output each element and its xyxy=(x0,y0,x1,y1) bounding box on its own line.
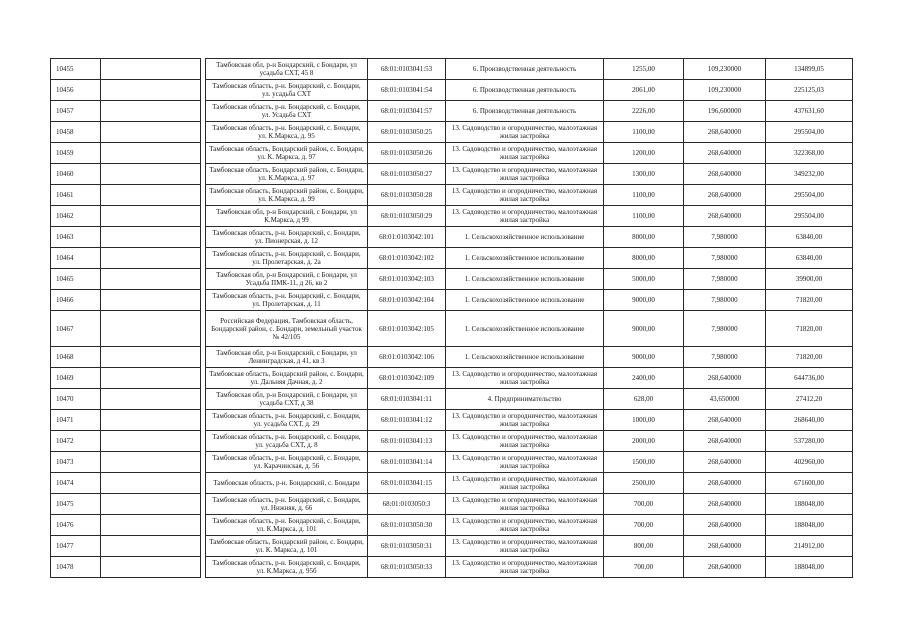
cadastral-value-cell: 295504,00 xyxy=(766,185,853,206)
land-use-cell: 13. Садоводство и огородничество, малоэтажная жилая застройка xyxy=(446,515,604,536)
cadastral-number-cell: 68:01:0103041:12 xyxy=(368,410,446,431)
address-cell: Тамбовская область, Бондарский район, с. Бондари, ул. К.Маркса, д. 99 xyxy=(206,185,368,206)
cadastral-number-cell: 68:01:0103050:29 xyxy=(368,206,446,227)
area-cell: 1300,00 xyxy=(604,164,684,185)
cadastral-number-cell: 68:01:0103042:101 xyxy=(368,227,446,248)
row-number-cell: 10474 xyxy=(51,473,101,494)
address-cell: Тамбовская область, р-н. Бондарский, с. Бондари, ул. К.Маркса, д. 95б xyxy=(206,557,368,578)
table-row xyxy=(51,368,853,389)
cadastral-value-cell: 437631,60 xyxy=(766,101,853,122)
area-cell: 2000,00 xyxy=(604,431,684,452)
cadastral-value-cell: 63840,00 xyxy=(766,248,853,269)
cadastral-number-cell: 68:01:0103050:28 xyxy=(368,185,446,206)
specific-value-cell: 268,640000 xyxy=(684,431,766,452)
empty-cell xyxy=(101,410,201,431)
land-use-cell: 13. Садоводство и огородничество, малоэтажная жилая застройка xyxy=(446,164,604,185)
cadastral-value-cell: 322368,00 xyxy=(766,143,853,164)
land-use-cell: 13. Садоводство и огородничество, малоэтажная жилая застройка xyxy=(446,206,604,227)
cadastral-value-cell: 39900,00 xyxy=(766,269,853,290)
cadastral-value-cell: 71820,00 xyxy=(766,290,853,311)
row-number-cell: 10468 xyxy=(51,347,101,368)
address-cell: Тамбовская область, р-н. Бондарский, с. Бондари, ул. усадьба СХТ, д. 29 xyxy=(206,410,368,431)
cadastral-value-cell: 349232,00 xyxy=(766,164,853,185)
row-number-cell: 10456 xyxy=(51,80,101,101)
table-row xyxy=(51,452,853,473)
table-row xyxy=(51,164,853,185)
table-row xyxy=(51,290,853,311)
land-use-cell: 13. Садоводство и огородничество, малоэтажная жилая застройка xyxy=(446,494,604,515)
cadastral-value-cell: 71820,00 xyxy=(766,311,853,347)
row-number-cell: 10467 xyxy=(51,311,101,347)
row-number-cell: 10471 xyxy=(51,410,101,431)
area-cell: 1200,00 xyxy=(604,143,684,164)
area-cell: 8000,00 xyxy=(604,248,684,269)
cadastral-number-cell: 68:01:0103041:53 xyxy=(368,59,446,80)
specific-value-cell: 7,980000 xyxy=(684,269,766,290)
table-row xyxy=(51,101,853,122)
cadastral-number-cell: 68:01:0103041:11 xyxy=(368,389,446,410)
specific-value-cell: 268,640000 xyxy=(684,536,766,557)
land-use-cell: 6. Производственная деятельность xyxy=(446,80,604,101)
address-cell: Тамбовская область, р-н. Бондарский, с. Бондари, ул. Пионерская, д. 12 xyxy=(206,227,368,248)
land-use-cell: 13. Садоводство и огородничество, малоэтажная жилая застройка xyxy=(446,122,604,143)
land-use-cell: 4. Предпринимательство xyxy=(446,389,604,410)
cadastral-value-cell: 225125,03 xyxy=(766,80,853,101)
cadastral-number-cell: 68:01:0103050:31 xyxy=(368,536,446,557)
row-number-cell: 10478 xyxy=(51,557,101,578)
land-use-cell: 1. Сельскохозяйственное использование xyxy=(446,290,604,311)
address-cell: Тамбовская область, р-н. Бондарский, с. Бондари, ул. К.Маркса, д. 101 xyxy=(206,515,368,536)
table-row xyxy=(51,122,853,143)
cadastral-number-cell: 68:01:0103050:30 xyxy=(368,515,446,536)
area-cell: 9000,00 xyxy=(604,347,684,368)
area-cell: 700,00 xyxy=(604,515,684,536)
table-row xyxy=(51,536,853,557)
land-use-cell: 13. Садоводство и огородничество, малоэтажная жилая застройка xyxy=(446,368,604,389)
area-cell: 2061,00 xyxy=(604,80,684,101)
table-row xyxy=(51,269,853,290)
table-row xyxy=(51,80,853,101)
cadastral-value-cell: 268640,00 xyxy=(766,410,853,431)
row-number-cell: 10459 xyxy=(51,143,101,164)
cadastral-number-cell: 68:01:0103042:105 xyxy=(368,311,446,347)
area-cell: 628,00 xyxy=(604,389,684,410)
cadastral-number-cell: 68:01:0103042:103 xyxy=(368,269,446,290)
cadastral-number-cell: 68:01:0103041:14 xyxy=(368,452,446,473)
address-cell: Тамбовская область, Бондарский район, с. Бондари, ул. К. Маркса, д. 97 xyxy=(206,143,368,164)
address-cell: Тамбовская область, р-н. Бондарский, с. Бондари, ул. Усадьба СХТ xyxy=(206,101,368,122)
cadastral-value-cell: 402960,00 xyxy=(766,452,853,473)
area-cell: 5000,00 xyxy=(604,269,684,290)
table-row xyxy=(51,515,853,536)
area-cell: 2226,00 xyxy=(604,101,684,122)
area-cell: 1500,00 xyxy=(604,452,684,473)
area-cell: 1100,00 xyxy=(604,185,684,206)
cadastral-number-cell: 68:01:0103042:109 xyxy=(368,368,446,389)
specific-value-cell: 268,640000 xyxy=(684,473,766,494)
empty-cell xyxy=(101,473,201,494)
cadastral-number-cell: 68:01:0103050:3 xyxy=(368,494,446,515)
row-number-cell: 10476 xyxy=(51,515,101,536)
row-number-cell: 10472 xyxy=(51,431,101,452)
cadastral-number-cell: 68:01:0103042:106 xyxy=(368,347,446,368)
specific-value-cell: 7,980000 xyxy=(684,347,766,368)
row-number-cell: 10473 xyxy=(51,452,101,473)
empty-cell xyxy=(101,269,201,290)
table-row xyxy=(51,494,853,515)
empty-cell xyxy=(101,347,201,368)
cadastral-number-cell: 68:01:0103041:15 xyxy=(368,473,446,494)
empty-cell xyxy=(101,368,201,389)
table-row xyxy=(51,185,853,206)
cadastral-value-cell: 537280,00 xyxy=(766,431,853,452)
cadastral-value-cell: 214912,00 xyxy=(766,536,853,557)
table-body xyxy=(51,59,853,578)
specific-value-cell: 7,980000 xyxy=(684,290,766,311)
land-use-cell: 13. Садоводство и огородничество, малоэтажная жилая застройка xyxy=(446,431,604,452)
cadastral-number-cell: 68:01:0103042:102 xyxy=(368,248,446,269)
address-cell: Тамбовская область, р-н. Бондарский, с. Бондари, ул. Пролетарская, д. 2а xyxy=(206,248,368,269)
land-use-cell: 13. Садоводство и огородничество, малоэтажная жилая застройка xyxy=(446,452,604,473)
cadastral-value-cell: 295504,00 xyxy=(766,206,853,227)
area-cell: 800,00 xyxy=(604,536,684,557)
address-cell: Тамбовская обл, р-н Бондарский, с Бондари, ул Усадьба ПМК-11, д 26, кв 2 xyxy=(206,269,368,290)
empty-cell xyxy=(101,536,201,557)
area-cell: 1100,00 xyxy=(604,206,684,227)
specific-value-cell: 268,640000 xyxy=(684,206,766,227)
land-use-cell: 13. Садоводство и огородничество, малоэтажная жилая застройка xyxy=(446,410,604,431)
cadastral-number-cell: 68:01:0103050:26 xyxy=(368,143,446,164)
area-cell: 1000,00 xyxy=(604,410,684,431)
table-row xyxy=(51,347,853,368)
area-cell: 2500,00 xyxy=(604,473,684,494)
land-use-cell: 1. Сельскохозяйственное использование xyxy=(446,227,604,248)
table-row xyxy=(51,206,853,227)
area-cell: 9000,00 xyxy=(604,290,684,311)
row-number-cell: 10461 xyxy=(51,185,101,206)
cadastral-number-cell: 68:01:0103050:33 xyxy=(368,557,446,578)
row-number-cell: 10462 xyxy=(51,206,101,227)
row-number-cell: 10469 xyxy=(51,368,101,389)
land-use-cell: 1. Сельскохозяйственное использование xyxy=(446,269,604,290)
cadastral-value-cell: 71820,00 xyxy=(766,347,853,368)
row-number-cell: 10458 xyxy=(51,122,101,143)
specific-value-cell: 7,980000 xyxy=(684,248,766,269)
row-number-cell: 10457 xyxy=(51,101,101,122)
empty-cell xyxy=(101,389,201,410)
empty-cell xyxy=(101,494,201,515)
cadastral-value-cell: 671600,00 xyxy=(766,473,853,494)
cadastral-value-cell: 27412,20 xyxy=(766,389,853,410)
empty-cell xyxy=(101,101,201,122)
specific-value-cell: 268,640000 xyxy=(684,452,766,473)
land-use-cell: 1. Сельскохозяйственное использование xyxy=(446,347,604,368)
cadastral-value-cell: 63840,00 xyxy=(766,227,853,248)
cadastral-value-cell: 295504,00 xyxy=(766,122,853,143)
address-cell: Тамбовская обл, р-н Бондарский, с Бондари, ул усадьба СХТ, д 38 xyxy=(206,389,368,410)
address-cell: Тамбовская область, р-н. Бондарский, с. Бондари, ул. Карачинская, д. 56 xyxy=(206,452,368,473)
empty-cell xyxy=(101,515,201,536)
address-cell: Тамбовская область, р-н. Бондарский, с. Бондари xyxy=(206,473,368,494)
row-number-cell: 10460 xyxy=(51,164,101,185)
specific-value-cell: 268,640000 xyxy=(684,515,766,536)
specific-value-cell: 268,640000 xyxy=(684,143,766,164)
table-row xyxy=(51,431,853,452)
land-use-cell: 13. Садоводство и огородничество, малоэтажная жилая застройка xyxy=(446,185,604,206)
land-use-cell: 1. Сельскохозяйственное использование xyxy=(446,248,604,269)
cadastral-number-cell: 68:01:0103042:104 xyxy=(368,290,446,311)
cadastral-number-cell: 68:01:0103050:27 xyxy=(368,164,446,185)
address-cell: Тамбовская область, р-н. Бондарский, с. Бондари, ул. Нижняя, д. 66 xyxy=(206,494,368,515)
specific-value-cell: 109,230000 xyxy=(684,80,766,101)
empty-cell xyxy=(101,311,201,347)
specific-value-cell: 7,980000 xyxy=(684,311,766,347)
row-number-cell: 10475 xyxy=(51,494,101,515)
specific-value-cell: 109,230000 xyxy=(684,59,766,80)
address-cell: Тамбовская обл, р-н Бондарский, с Бондари, ул Ленинградская, д 41, кв 3 xyxy=(206,347,368,368)
land-use-cell: 13. Садоводство и огородничество, малоэтажная жилая застройка xyxy=(446,557,604,578)
table-row xyxy=(51,248,853,269)
empty-cell xyxy=(101,227,201,248)
land-use-cell: 13. Садоводство и огородничество, малоэтажная жилая застройка xyxy=(446,473,604,494)
cadastral-number-cell: 68:01:0103041:54 xyxy=(368,80,446,101)
cadastral-value-table xyxy=(50,58,853,578)
specific-value-cell: 268,640000 xyxy=(684,494,766,515)
empty-cell xyxy=(101,206,201,227)
empty-cell xyxy=(101,290,201,311)
land-use-cell: 13. Садоводство и огородничество, малоэтажная жилая застройка xyxy=(446,143,604,164)
empty-cell xyxy=(101,59,201,80)
specific-value-cell: 268,640000 xyxy=(684,122,766,143)
specific-value-cell: 196,600000 xyxy=(684,101,766,122)
table-row xyxy=(51,59,853,80)
row-number-cell: 10466 xyxy=(51,290,101,311)
cadastral-value-cell: 644736,00 xyxy=(766,368,853,389)
land-use-cell: 6. Производственная деятельность xyxy=(446,101,604,122)
area-cell: 8000,00 xyxy=(604,227,684,248)
table-row xyxy=(51,473,853,494)
table-row xyxy=(51,410,853,431)
cadastral-value-cell: 188048,00 xyxy=(766,494,853,515)
empty-cell xyxy=(101,143,201,164)
table-row xyxy=(51,557,853,578)
address-cell: Тамбовская область, р-н. Бондарский, с. Бондари, ул. усадьба СХТ xyxy=(206,80,368,101)
empty-cell xyxy=(101,557,201,578)
row-number-cell: 10465 xyxy=(51,269,101,290)
empty-cell xyxy=(101,164,201,185)
address-cell: Тамбовская область, р-н. Бондарский, с. Бондари, ул. Пролетарская, д. 11 xyxy=(206,290,368,311)
empty-cell xyxy=(101,122,201,143)
empty-cell xyxy=(101,185,201,206)
address-cell: Тамбовская обл, р-н Бондарский, с Бондари, ул усадьба СХТ, 45 8 xyxy=(206,59,368,80)
cadastral-number-cell: 68:01:0103050:25 xyxy=(368,122,446,143)
cadastral-value-cell: 188048,00 xyxy=(766,557,853,578)
cadastral-value-cell: 134899,05 xyxy=(766,59,853,80)
land-use-cell: 13. Садоводство и огородничество, малоэтажная жилая застройка xyxy=(446,536,604,557)
address-cell: Тамбовская область, р-н. Бондарский, с. Бондари, ул. усадьба СХТ, д. 8 xyxy=(206,431,368,452)
area-cell: 700,00 xyxy=(604,557,684,578)
row-number-cell: 10464 xyxy=(51,248,101,269)
address-cell: Тамбовская область, р-н. Бондарский, с. Бондари, ул. К.Маркса, д. 95 xyxy=(206,122,368,143)
table-row xyxy=(51,389,853,410)
area-cell: 1100,00 xyxy=(604,122,684,143)
cadastral-number-cell: 68:01:0103041:57 xyxy=(368,101,446,122)
table-row xyxy=(51,227,853,248)
cadastral-number-cell: 68:01:0103041:13 xyxy=(368,431,446,452)
specific-value-cell: 43,650000 xyxy=(684,389,766,410)
row-number-cell: 10477 xyxy=(51,536,101,557)
land-use-cell: 6. Производственная деятельность xyxy=(446,59,604,80)
land-use-cell: 1. Сельскохозяйственное использование xyxy=(446,311,604,347)
area-cell: 2400,00 xyxy=(604,368,684,389)
table-row xyxy=(51,311,853,347)
empty-cell xyxy=(101,431,201,452)
row-number-cell: 10455 xyxy=(51,59,101,80)
specific-value-cell: 268,640000 xyxy=(684,368,766,389)
specific-value-cell: 268,640000 xyxy=(684,557,766,578)
row-number-cell: 10463 xyxy=(51,227,101,248)
area-cell: 9000,00 xyxy=(604,311,684,347)
address-cell: Тамбовская область, Бондарский район, с. Бондари, ул. Дальняя Дачная, д. 2 xyxy=(206,368,368,389)
address-cell: Российская Федерация, Тамбовская область, Бондарский район, с. Бондари, земельный участок № 42/105 xyxy=(206,311,368,347)
specific-value-cell: 268,640000 xyxy=(684,410,766,431)
specific-value-cell: 7,980000 xyxy=(684,227,766,248)
specific-value-cell: 268,640000 xyxy=(684,164,766,185)
address-cell: Тамбовская обл, р-н Бондарский, с Бондари, ул К.Маркса, д 99 xyxy=(206,206,368,227)
specific-value-cell: 268,640000 xyxy=(684,185,766,206)
empty-cell xyxy=(101,80,201,101)
address-cell: Тамбовская область, Бондарский район, с. Бондари, ул. К. Маркса, д. 101 xyxy=(206,536,368,557)
address-cell: Тамбовская область, Бондарский район, с. Бондари, ул. К.Маркса, д. 97 xyxy=(206,164,368,185)
row-number-cell: 10470 xyxy=(51,389,101,410)
cadastral-value-cell: 188048,00 xyxy=(766,515,853,536)
area-cell: 700,00 xyxy=(604,494,684,515)
table-row xyxy=(51,143,853,164)
empty-cell xyxy=(101,248,201,269)
empty-cell xyxy=(101,452,201,473)
area-cell: 1255,00 xyxy=(604,59,684,80)
